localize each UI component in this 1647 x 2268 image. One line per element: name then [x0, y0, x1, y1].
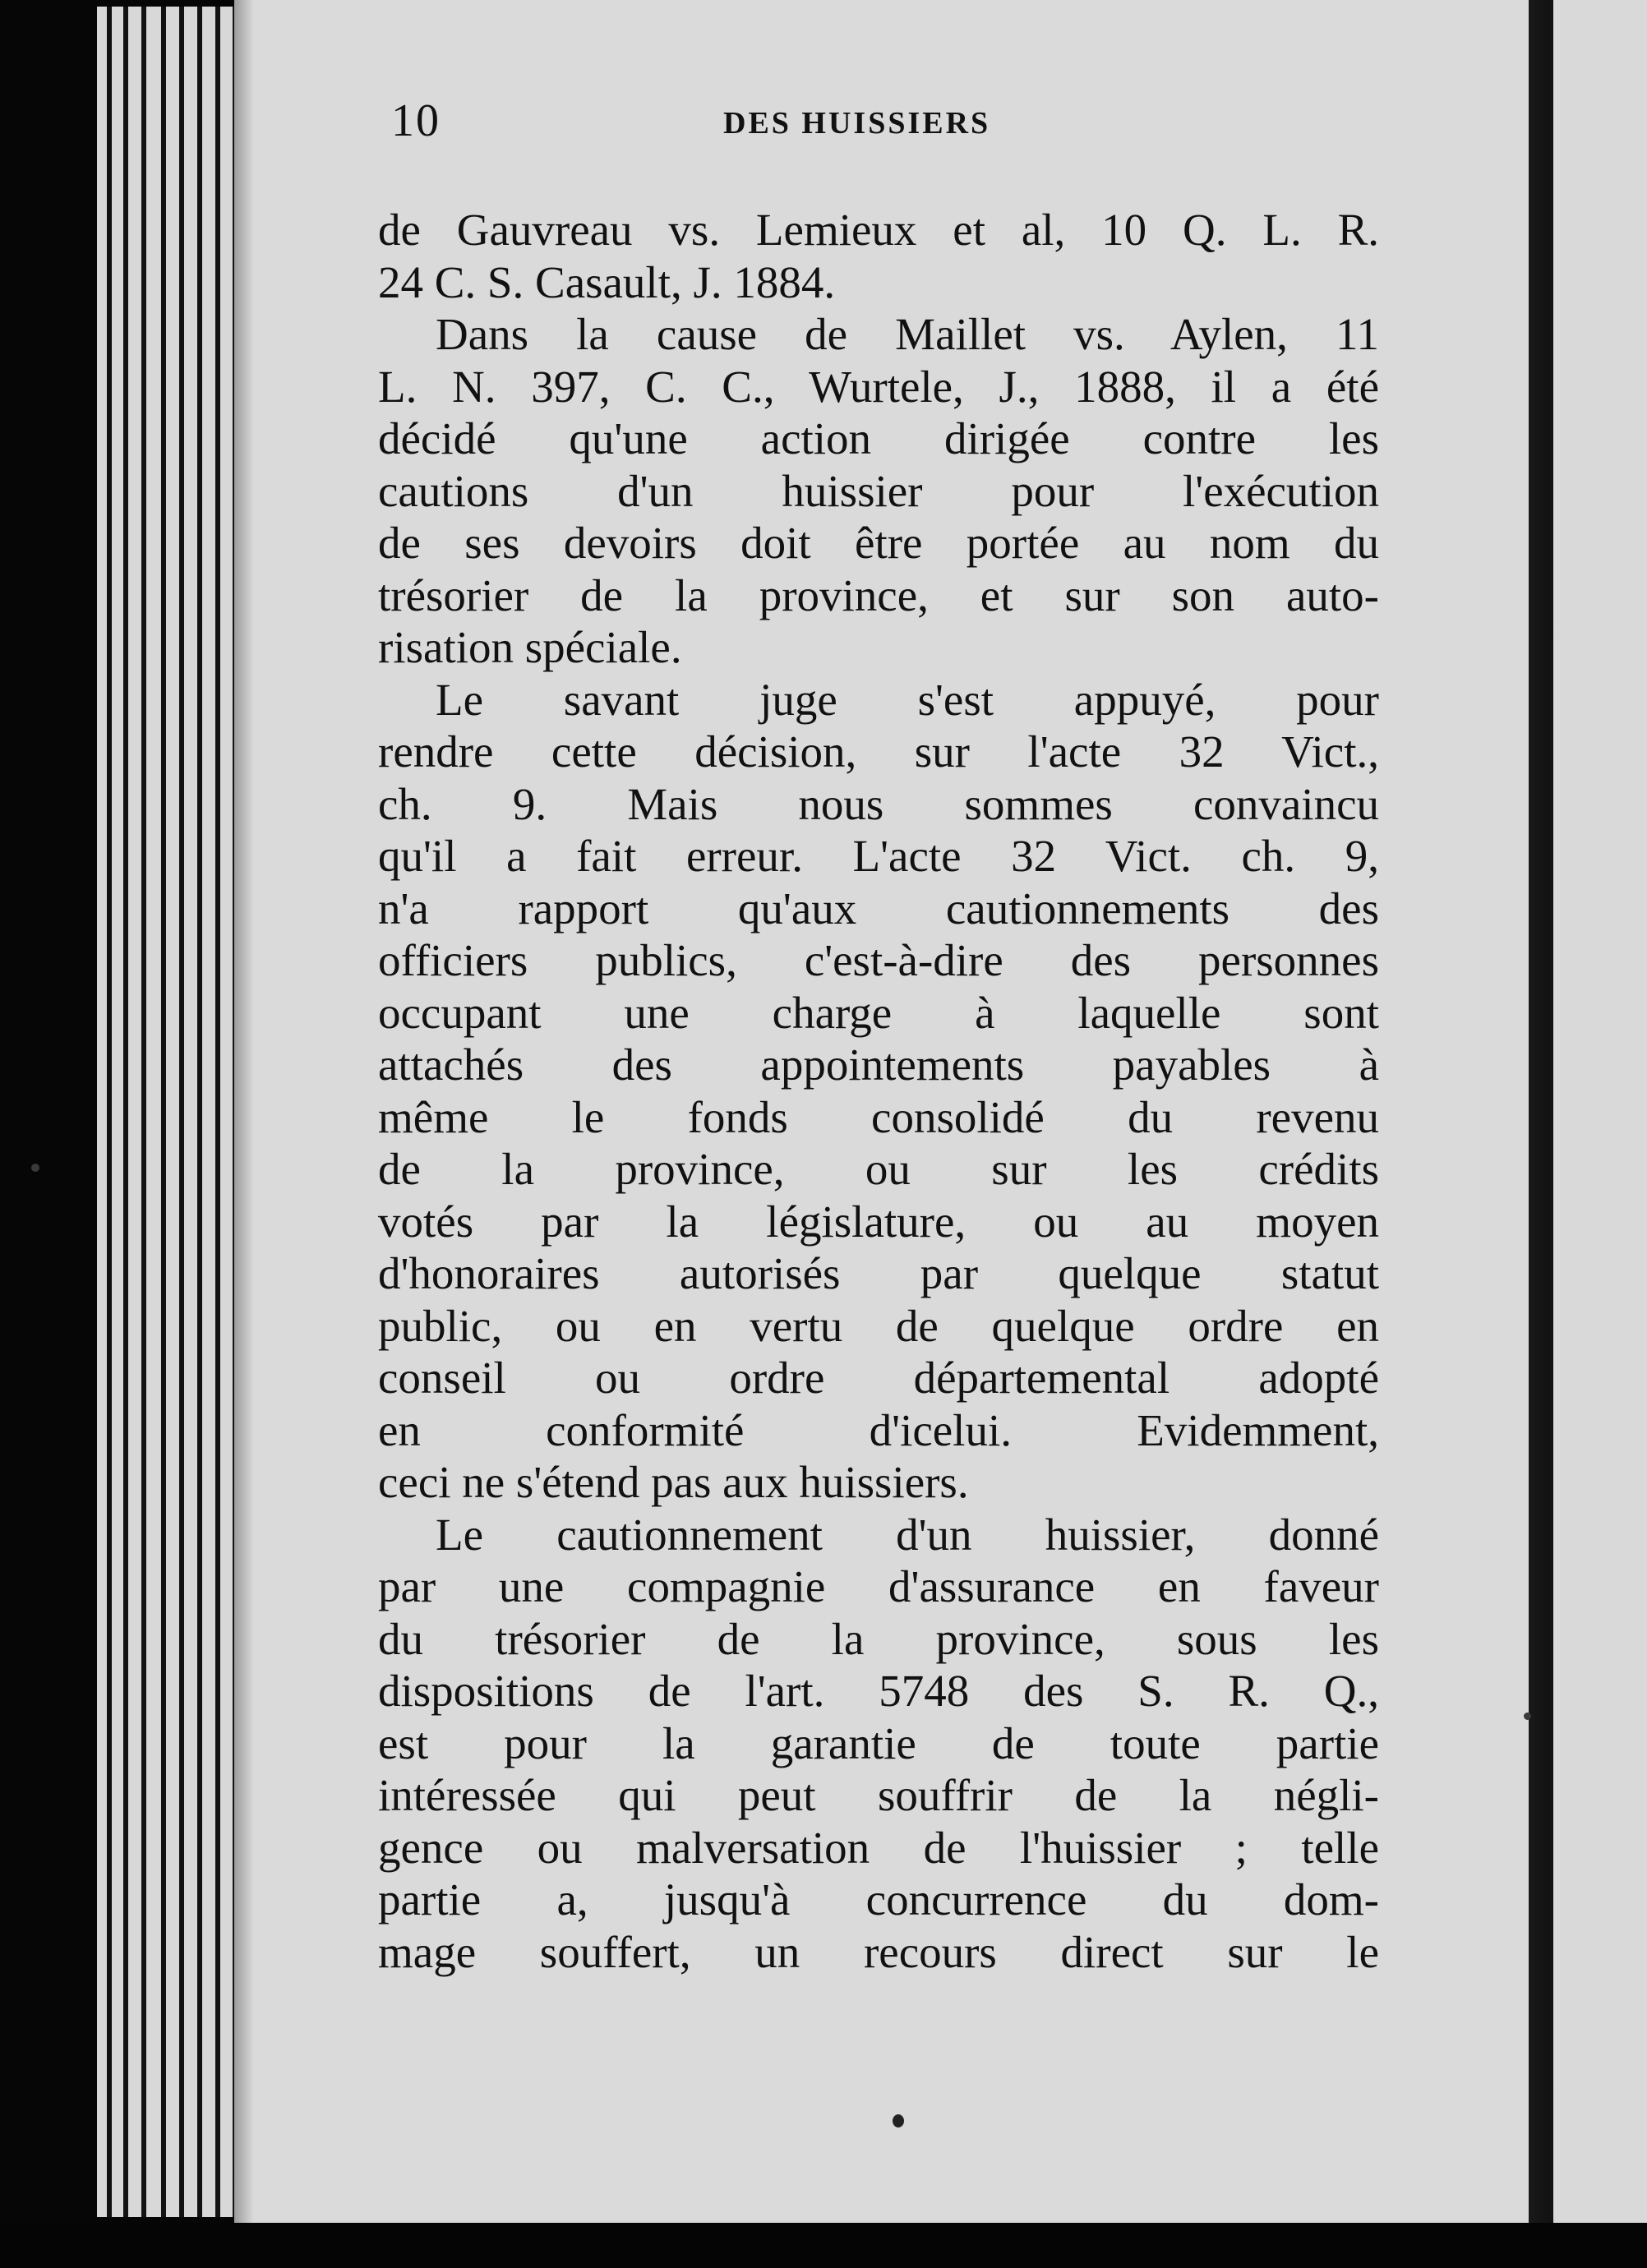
text-line: L. N. 397, C. C., Wurtele, J., 1888, il a été — [378, 361, 1379, 412]
facing-page-edge — [1553, 0, 1647, 2268]
text-line: attachés des appointements payables à — [378, 1040, 1379, 1090]
text-line: Dans la cause de Maillet vs. Aylen, 11 — [436, 309, 1379, 359]
text-line: en conformité d'icelui. Evidemment, — [378, 1404, 1379, 1455]
text-line: n'a rapport qu'aux cautionnements des — [378, 883, 1379, 933]
scan-speck — [1524, 1713, 1531, 1720]
text-line: du trésorier de la province, sous les — [378, 1613, 1379, 1664]
text-line: officiers publics, c'est-à-dire des personnes — [378, 935, 1379, 985]
text-line: même le fonds consolidé du revenu — [378, 1091, 1379, 1142]
body-text — [378, 204, 1379, 1978]
text-line: par une compagnie d'assurance en faveur — [378, 1561, 1379, 1611]
ink-dot-mark — [893, 2114, 904, 2127]
text-line: intéressée qui peut souffrir de la négli- — [378, 1770, 1379, 1820]
text-line: Le cautionnement d'un huissier, donné — [436, 1509, 1379, 1560]
text-line: est pour la garantie de toute partie — [378, 1717, 1379, 1768]
text-line: de la province, ou sur les crédits — [378, 1144, 1379, 1194]
page-edge-line — [141, 7, 146, 2217]
text-line: 24 C. S. Casault, J. 1884. — [378, 256, 836, 307]
page-edge-line — [161, 7, 166, 2217]
text-line: partie a, jusqu'à concurrence du dom- — [378, 1874, 1379, 1925]
text-line: qu'il a fait erreur. L'acte 32 Vict. ch. 9, — [378, 831, 1379, 881]
text-line: conseil ou ordre départemental adopté — [378, 1353, 1379, 1403]
text-line: mage souffert, un recours direct sur le — [378, 1926, 1379, 1977]
text-line: décidé qu'une action dirigée contre les — [378, 413, 1379, 463]
page-edge-line — [215, 7, 220, 2217]
text-line: occupant une charge à laquelle sont — [378, 987, 1379, 1038]
text-line: votés par la législature, ou au moyen — [378, 1196, 1379, 1247]
page-header — [391, 92, 1377, 150]
text-line: cautions d'un huissier pour l'exécution — [378, 465, 1379, 516]
text-line: de ses devoirs doit être portée au nom du — [378, 518, 1379, 568]
page-edge-line — [179, 7, 184, 2217]
text-line: dispositions de l'art. 5748 des S. R. Q., — [378, 1666, 1379, 1716]
text-line: gence ou malversation de l'huissier ; telle — [378, 1822, 1379, 1873]
page-edge-line — [123, 7, 128, 2217]
text-line: Le savant juge s'est appuyé, pour — [436, 674, 1379, 725]
text-line: d'honoraires autorisés par quelque statut — [378, 1248, 1379, 1298]
page-edge-line — [107, 7, 112, 2217]
scan-bottom-border — [0, 2223, 1647, 2268]
text-line: de Gauvreau vs. Lemieux et al, 10 Q. L. R. — [378, 205, 1379, 255]
scan-speck — [31, 1164, 39, 1172]
text-line: ch. 9. Mais nous sommes convaincu — [378, 778, 1379, 829]
text-line: risation spéciale. — [378, 622, 682, 672]
text-line: public, ou en vertu de quelque ordre en — [378, 1300, 1379, 1351]
page-edge-line — [197, 7, 202, 2217]
text-line: ceci ne s'étend pas aux huissiers. — [378, 1457, 969, 1507]
running-head: DES HUISSIERS — [723, 106, 991, 141]
text-line: trésorier de la province, et sur son auto- — [378, 569, 1379, 620]
page-number: 10 — [391, 95, 441, 146]
page-binding-shadow — [234, 0, 254, 2231]
text-line: rendre cette décision, sur l'acte 32 Vict., — [378, 726, 1379, 777]
